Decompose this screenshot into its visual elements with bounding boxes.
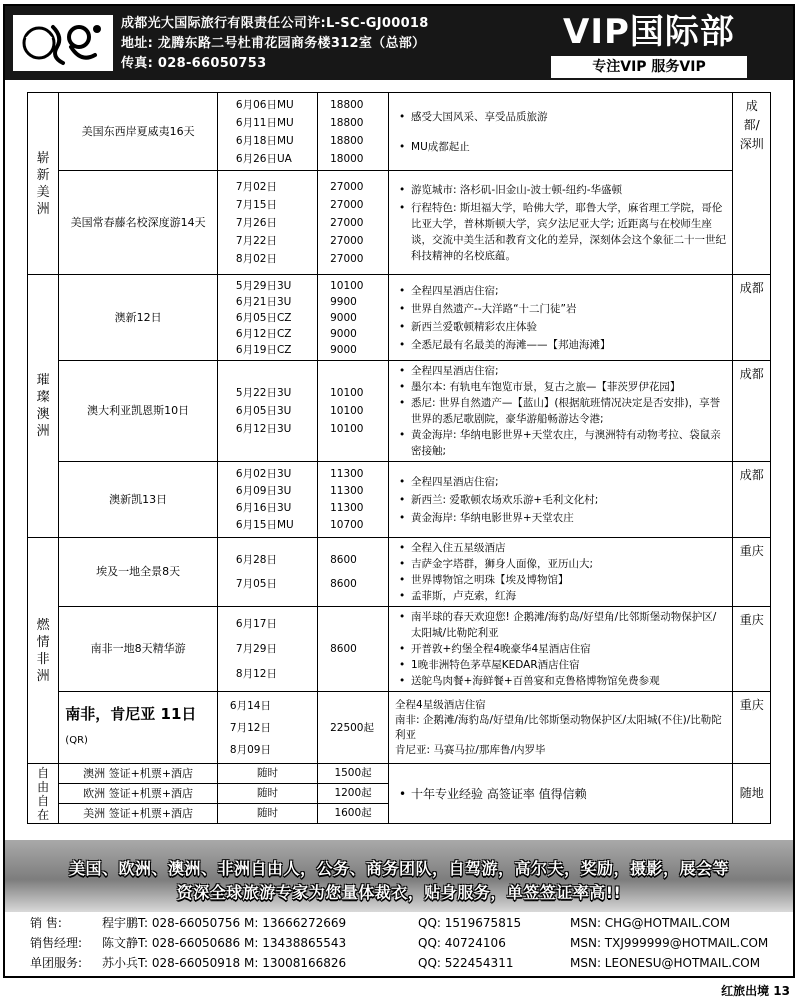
departure-city: 成都 [733,361,771,462]
tour-name: 埃及一地全景8天 [59,538,218,607]
company-name: 成都光大国际旅行有限责任公司许:L-SC-GJ00018 [121,16,429,31]
departure-city: 重庆 [733,692,771,764]
list-item: • 全程四星酒店住宿; [395,283,726,299]
table-row [28,171,771,275]
list-item: • 开普敦+约堡全程4晚豪华4星酒店住宿 [395,641,726,657]
tour-dates: 7月02日 7月15日 7月26日 7月22日 8月02日 [217,171,317,275]
tour-prices: 8600 8600 [318,538,389,607]
section-americas: 崭新美洲 [28,93,59,275]
header [5,6,793,80]
contact-role: 单团服务: [30,956,83,970]
contact-row [30,913,790,933]
tour-dates: 6月06日MU 6月11日MU 6月18日MU 6月26日UA [217,93,317,171]
list-item: 全程4星级酒店住宿 [395,698,486,711]
free-name: 欧洲 签证+机票+酒店 [59,784,218,804]
vip-title: VIP国际部 [563,12,735,52]
list-item: • 全程四星酒店住宿; [395,363,726,379]
contact-phone: 苏小兵T: 028-66050918 M: 13008166826 [102,956,347,970]
table-row [28,692,771,764]
tour-prices: 8600 [318,607,389,692]
banner-line-1: 美国、欧洲、澳洲、非洲自由人，公务、商务团队，自驾游，高尔夫，奖励，摄影，展会等 [68,859,729,878]
free-date: 随时 [217,784,317,804]
tour-dates: 5月29日3U 6月21日3U 6月05日CZ 6月12日CZ 6月19日CZ [217,275,317,361]
free-name: 美洲 签证+机票+酒店 [59,804,218,824]
table-row [28,764,771,784]
tour-name: 美国常春藤名校深度游14天 [59,171,218,275]
departure-city: 重庆 [733,607,771,692]
tour-dates: 6月14日 7月12日 8月09日 [217,692,317,764]
tour-name: 南非一地8天精华游 [59,607,218,692]
free-name: 澳洲 签证+机票+酒店 [59,764,218,784]
tour-features [389,692,733,764]
tour-dates: 6月28日 7月05日 [217,538,317,607]
tour-features [389,607,733,692]
tour-prices: 27000 27000 27000 27000 27000 [318,171,389,275]
list-item: • 吉萨金字塔群，狮身人面像，亚历山大; [395,556,726,572]
tour-features [389,171,733,275]
list-item: • 全程四星酒店住宿; [395,474,726,490]
free-price: 1500起 [318,764,389,784]
list-item: • 十年专业经验 高签证率 值得信赖 [395,786,726,802]
contact-qq: QQ: 40724106 [418,936,506,950]
table-row [28,93,771,171]
list-item: • 南半球的春天欢迎您! 企鹅滩/海豹岛/好望角/比邻斯堡动物保护区/太阳城/比勒陀利亚 [395,609,726,641]
list-item: • 1晚非洲特色茅草屋KEDAR酒店住宿 [395,657,726,673]
tour-prices: 22500起 [318,692,389,764]
tour-prices: 10100 10100 10100 [318,361,389,462]
contact-qq: QQ: 522454311 [418,956,514,970]
tour-name: 澳新12日 [59,275,218,361]
tour-dates: 6月02日3U 6月09日3U 6月16日3U 6月15日MU [217,462,317,538]
list-item: • 新西兰: 爱歌顿农场欢乐游+毛利文化村; [395,492,726,508]
company-logo [13,15,113,71]
list-item: 肯尼亚: 马赛马拉/那库鲁/内罗毕 [395,743,546,756]
contact-msn: MSN: CHG@HOTMAIL.COM [570,916,731,930]
list-item: • 墨尔本: 有轨电车饱览市景，复古之旅—【菲茨罗伊花园】 [395,379,726,395]
list-item: • 黄金海岸: 华纳电影世界+天堂农庄 [395,510,726,526]
table-row [28,538,771,607]
tour-dates: 6月17日 7月29日 8月12日 [217,607,317,692]
list-item: • 行程特色: 斯坦福大学，哈佛大学，耶鲁大学，麻省理工学院，哥伦比亚大学，普林斯顿大学，宾夕法尼亚大学; 近距离与在校师生座谈，交流中美生活和教育文化的差异，深刻体会这个象征二十一世纪科技精神的名校底蕴。 [395,200,726,264]
tour-features [389,361,733,462]
tour-features [389,93,733,171]
departure-city: 成都/深圳 [733,93,771,275]
section-oceania: 璀璨澳洲 [28,275,59,538]
list-item: 南非: 企鹅滩/海豹岛/好望角/比邻斯堡动物保护区/太阳城(不住)/比勒陀利亚 [395,713,722,741]
promo-banner [5,840,793,912]
page-footer: 红旅出境 13 [721,984,790,998]
departure-city: 重庆 [733,538,771,607]
list-item: • 新西兰爱歌顿精彩农庄体验 [395,319,726,335]
list-item: • 送鸵鸟肉餐+海鲜餐+百兽宴和克鲁格博物馆免费参观 [395,673,726,689]
tour-prices: 10100 9900 9000 9000 9000 [318,275,389,361]
section-free: 自由自在 [28,764,59,824]
tour-features [389,538,733,607]
list-item: • 全程入住五星级酒店 [395,540,726,556]
tour-name: 美国东西岸夏威夷16天 [59,93,218,171]
free-feature [389,764,733,824]
list-item: • 悉尼: 世界自然遗产—【蓝山】(根据航班情况决定是否安排)，享誉世界的悉尼歌剧院，豪华游船畅游达令港; [395,395,726,427]
free-price: 1200起 [318,784,389,804]
list-item: • 全悉尼最有名最美的海滩——【邦迪海滩】 [395,337,726,353]
table-row [28,607,771,692]
tour-features [389,462,733,538]
tour-features [389,275,733,361]
free-date: 随时 [217,764,317,784]
tour-name: 南非，肯尼亚 11日 (QR) [59,692,218,764]
contact-msn: MSN: LEONESU@HOTMAIL.COM [570,956,761,970]
list-item: • 世界博物馆之明珠【埃及博物馆】 [395,572,726,588]
list-item: • MU成都起止 [395,139,726,155]
vip-slogan: 专注VIP 服务VIP [551,56,747,78]
list-item: • 感受大国风采、享受品质旅游 [395,109,726,125]
table-row [28,275,771,361]
contact-phone: 陈文静T: 028-66050686 M: 13438865543 [102,936,347,950]
tour-name: 澳新凯13日 [59,462,218,538]
free-price: 1600起 [318,804,389,824]
company-address: 地址: 龙腾东路二号杜甫花园商务楼312室（总部） [121,36,426,51]
contact-row [30,933,790,953]
tour-table [27,92,771,824]
contact-qq: QQ: 1519675815 [418,916,522,930]
contact-role: 销 售: [30,916,62,930]
contact-role: 销售经理: [30,936,83,950]
contact-msn: MSN: TXJ999999@HOTMAIL.COM [570,936,769,950]
contacts [30,913,790,973]
logo-icon [13,15,113,71]
tour-name: 澳大利亚凯恩斯10日 [59,361,218,462]
list-item: • 孟菲斯，卢克索，红海 [395,588,726,604]
list-item: • 世界自然遗产--大洋路“十二门徒”岩 [395,301,726,317]
tour-dates: 5月22日3U 6月05日3U 6月12日3U [217,361,317,462]
free-date: 随时 [217,804,317,824]
table-row [28,462,771,538]
company-info [121,14,429,74]
company-fax: 传真: 028-66050753 [121,56,267,71]
contact-phone: 程宇鹏T: 028-66050756 M: 13666272669 [102,916,347,930]
tour-prices: 18800 18800 18800 18000 [318,93,389,171]
tour-prices: 11300 11300 11300 10700 [318,462,389,538]
section-africa: 燃情非洲 [28,538,59,764]
list-item: • 黄金海岸: 华纳电影世界+天堂农庄，与澳洲特有动物考拉、袋鼠亲密接触; [395,427,726,459]
table-row [28,361,771,462]
departure-city: 成都 [733,462,771,538]
departure-city: 随地 [733,764,771,824]
contact-row [30,953,790,973]
list-item: • 游览城市: 洛杉矶-旧金山-波士顿-纽约-华盛顿 [395,182,726,198]
banner-line-2: 资深全球旅游专家为您量体裁衣，贴身服务，单签签证率高!! [176,883,622,902]
departure-city: 成都 [733,275,771,361]
